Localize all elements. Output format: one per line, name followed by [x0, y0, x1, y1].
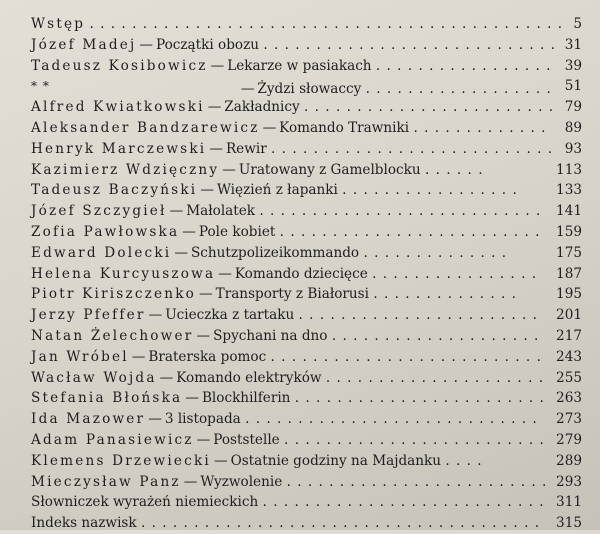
toc-author: Józef Madej — [31, 36, 137, 53]
toc-page-number: 187 — [556, 265, 582, 282]
toc-page-number: 39 — [564, 57, 582, 74]
toc-title: Wyzwolenie — [200, 473, 283, 490]
toc-title: Rewir — [225, 140, 267, 157]
toc-author: Jan Wróbel — [31, 348, 129, 365]
toc-title: Lekarze w pasiakach — [227, 57, 372, 74]
toc-entry: Alfred Kwiatkowski — Zakładnicy . . . . . . . . . . . . . . . . . . . . . . . . 79 — [26, 97, 582, 118]
toc-author: Piotr Kiriszczenko — [31, 286, 197, 303]
toc-entry: Henryk Marczewski — Rewir . . . . . . . . . . . . . . . . . . . . . . . . . . . 93 — [26, 139, 582, 160]
toc-page-number: 315 — [556, 515, 582, 532]
toc-entry: Jerzy Pfeffer — Ucieczka z tartaku . . . . . . . . . . . . . . . . . . . . . . . 201 — [26, 305, 582, 326]
toc-page-number: 31 — [564, 36, 582, 53]
toc-author: Alfred Kwiatkowski — [31, 99, 205, 116]
toc-page-number: 51 — [564, 78, 582, 95]
toc-page-number: 175 — [556, 244, 582, 261]
toc-entry: Edward Dolecki — Schutzpolizeikommando . . . . . . . . . . . . . . 175 — [26, 243, 582, 264]
toc-title: Transporty z Białorusi — [215, 286, 369, 303]
toc-title: Komando Trawniki — [279, 119, 410, 136]
toc-page-number: 133 — [556, 182, 582, 199]
toc-author: Wacław Wojda — [31, 369, 157, 386]
toc-page-number: 263 — [556, 390, 582, 407]
toc-entry: Stefania Błońska — Blockhilferin . . . . . . . . . . . . . . . . . . . . . . . . 263 — [26, 388, 582, 409]
toc-entry: Józef Szczygieł — Małolatek . . . . . . . . . . . . . . . . . . . . . . . . . . . 141 — [26, 201, 582, 222]
toc-title: Wstęp — [31, 16, 86, 32]
toc-author: Adam Panasiewicz — [31, 431, 194, 448]
toc-title: Zakładnicy — [224, 99, 300, 116]
toc-title: Żydzi słowaccy — [257, 81, 362, 98]
toc-page-number: 159 — [556, 223, 582, 240]
toc-entry-intro: Wstęp . . . . . . . . . . . . . . . . . . . . . . . . . . . . . . . . . . . . . . . . . . . . . 5 — [26, 14, 582, 35]
toc-entry-anonymous: * * — Żydzi słowaccy . . . . . . . . . . . . . . . . . . 51 — [31, 78, 582, 98]
toc-page-number: 113 — [556, 161, 582, 178]
toc-title: Indeks nazwisk — [31, 515, 137, 532]
toc-page-number: 201 — [556, 307, 582, 324]
toc-author: Aleksander Bandzarewicz — [31, 119, 260, 136]
toc-entry: Aleksander Bandzarewicz — Komando Trawniki . . . . . . . . . . . . . 89 — [26, 118, 582, 139]
toc-page-number: 93 — [564, 140, 582, 157]
toc-author: Natan Żelechower — [31, 327, 194, 344]
toc-page-number: 273 — [556, 411, 582, 428]
toc-page-number: 289 — [556, 452, 582, 469]
toc-title: Małolatek — [186, 203, 256, 220]
toc-title: Słowniczek wyrażeń niemieckich — [31, 494, 259, 511]
toc-page-number: 311 — [556, 494, 582, 511]
toc-page-number: 195 — [556, 286, 582, 303]
toc-title: Braterska pomoc — [148, 348, 267, 365]
toc-author: Klemens Drzewiecki — [31, 452, 211, 469]
toc-entry: Natan Żelechower — Spychani na dno . . . . . . . . . . . . . . . . . . . . 217 — [26, 326, 582, 347]
toc-page-number: 141 — [556, 203, 582, 220]
toc-title: Uratowany z Gamelblocku — [238, 161, 421, 178]
toc-page-number: 5 — [573, 16, 582, 32]
toc-author: Ida Mazower — [31, 411, 146, 428]
toc-author: Tadeusz Kosibowicz — [31, 57, 208, 74]
toc-title: Komando dziecięce — [234, 265, 368, 282]
toc-author: Edward Dolecki — [31, 244, 172, 261]
toc-entry: Zofia Pawłowska — Pole kobiet . . . . . . . . . . . . . . . . . . . . . . . . . 159 — [26, 222, 582, 243]
toc-page-number: 243 — [556, 348, 582, 365]
toc-entry: Jan Wróbel — Braterska pomoc . . . . . . . . . . . . . . . . . . . . . . . . . . 243 — [26, 347, 582, 368]
anonymous-author-stars: * * — [31, 79, 50, 94]
toc-page-number: 89 — [564, 119, 582, 136]
toc-title: Pole kobiet — [198, 223, 276, 240]
toc-author: Helena Kurcyuszowa — [31, 265, 216, 282]
toc-author: Jerzy Pfeffer — [31, 307, 146, 324]
toc-page-number: 217 — [556, 327, 582, 344]
toc-entry: Tadeusz Kosibowicz — Lekarze w pasiakach . . . . . . . . . . . . . . . . . 39 — [26, 56, 582, 77]
toc-title: Schutzpolizeikommando — [190, 244, 360, 261]
toc-entry: Wacław Wojda — Komando elektryków . . . . . . . . . . . . . . . . . . . . . 255 — [26, 368, 582, 389]
toc-title: 3 listopada — [164, 411, 241, 428]
toc-entry: Tadeusz Baczyński — Więzień z łapanki . . . . . . . . . . . . . . . . . 133 — [26, 180, 582, 201]
toc-author: Stefania Błońska — [31, 390, 183, 407]
toc-entry: Adam Panasiewicz — Poststelle . . . . . . . . . . . . . . . . . . . . . . . . . 279 — [26, 430, 582, 451]
toc-entry: Helena Kurcyuszowa — Komando dziecięce . . . . . . . . . . . . . . . . 187 — [26, 264, 582, 285]
toc-page-number: 79 — [564, 99, 582, 116]
toc-author: Józef Szczygieł — [31, 203, 167, 220]
toc-page-number: 293 — [556, 473, 582, 490]
toc-title: Ostatnie godziny na Majdanku — [230, 452, 442, 469]
toc-title: Początki obozu — [155, 36, 259, 53]
table-of-contents — [26, 14, 582, 534]
toc-entry-glossary: Słowniczek wyrażeń niemieckich . . . . . . . . . . . . . . . . . . . . . . . . . . . 311 — [26, 492, 582, 513]
toc-page-number: 279 — [556, 431, 582, 448]
toc-author: Kazimierz Wdzięczny — [31, 161, 220, 178]
toc-author: Mieczysław Panz — [31, 473, 181, 490]
toc-entry: Ida Mazower — 3 listopada . . . . . . . . . . . . . . . . . . . . . . . . . . . . 273 — [26, 409, 582, 430]
toc-page-number: 255 — [556, 369, 582, 386]
toc-title: Komando elektryków — [176, 369, 322, 386]
toc-author: Zofia Pawłowska — [31, 223, 180, 240]
toc-entry: Kazimierz Wdzięczny — Uratowany z Gamelblocku . . . . . . 113 — [26, 160, 582, 181]
toc-author: Tadeusz Baczyński — [31, 182, 198, 199]
toc-author: Henryk Marczewski — [31, 140, 207, 157]
toc-title: Poststelle — [213, 431, 280, 448]
toc-entry: Klemens Drzewiecki — Ostatnie godziny na Majdanku . . . . 289 — [26, 451, 582, 472]
toc-title: Blockhilferin — [201, 390, 291, 407]
toc-title: Spychani na dno — [213, 327, 328, 344]
toc-entry: Józef Madej — Początki obozu . . . . . . . . . . . . . . . . . . . . . . . . . . . . 31 — [26, 35, 582, 56]
toc-entry: Piotr Kiriszczenko — Transporty z Białorusi . . . . . . . . . . . . . . 195 — [26, 284, 582, 305]
toc-entry: Mieczysław Panz — Wyzwolenie . . . . . . . . . . . . . . . . . . . . . . . . . 293 — [26, 472, 582, 493]
toc-entry-index: Indeks nazwisk . . . . . . . . . . . . . . . . . . . . . . . . . . . . . . . . . . . . . . 315 — [26, 513, 582, 534]
toc-title: Ucieczka z tartaku — [165, 307, 295, 324]
toc-title: Więzień z łapanki — [216, 182, 338, 199]
